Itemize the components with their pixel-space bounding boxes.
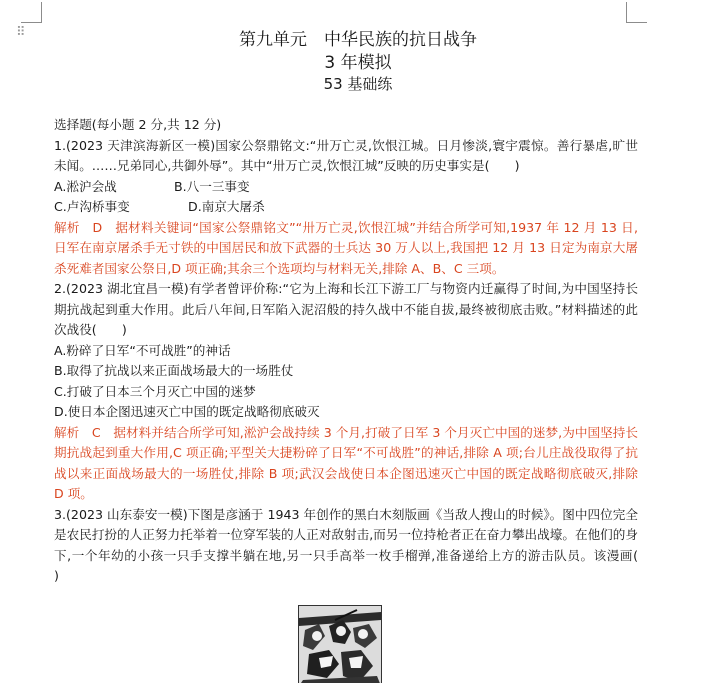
question-1-option-d: D.南京大屠杀: [188, 199, 265, 214]
question-1-stem: 1.(2023 天津滨海新区一模)国家公祭鼎铭文:“卅万亡灵,饮恨江城。日月惨淡,寰宇震惊。善行暴虐,旷世未闻。……兄弟同心,共御外辱”。其中“卅万亡灵,饮恨江城”反映的历史事实是( ): [54, 137, 638, 173]
question-1-option-a: A.淞沪会战: [54, 178, 117, 194]
question-2-option-c: C.打破了日本三个月灭亡中国的迷梦: [54, 383, 256, 399]
question-1-options-row-1: [54, 177, 638, 198]
question-1-option-b: B.八一三事变: [174, 178, 250, 194]
question-2-option-a: A.粉碎了日军“不可战胜”的神话: [54, 342, 231, 358]
question-content: [54, 115, 664, 587]
question-2-option-b: B.取得了抗战以来正面战场最大的一场胜仗: [54, 363, 294, 378]
question-1-analysis: 解析 D 据材料关键词“国家公祭鼎铭文”“卅万亡灵,饮恨江城”并结合所学可知,1937 年 12 月 13 日,日军在南京屠杀手无寸铁的中国居民和放下武器的士兵达 30 万人以上,我国把 12 月 13 日定为南京大屠杀死难者国家公祭日,D 项正确;其余三个选项均与材料无关,排除 A、B、C 三项。: [54, 219, 638, 276]
question-2-stem: 2.(2023 湖北宜昌一模)有学者曾评价称:“它为上海和长江下游工厂与物资内迁赢得了时间,为中国坚持长期抗战起到重大作用。此后八年间,日军陷入泥沼般的持久战中不能自拔,最终被彻底击败。”材料描述的此次战役( ): [54, 281, 638, 337]
crop-mark-top-right: [626, 2, 647, 23]
question-2-analysis: 解析 C 据材料并结合所学可知,淞沪会战持续 3 个月,打破了日军 3 个月灭亡中国的迷梦,为中国坚持长期抗战起到重大作用,C 项正确;平型关大捷粉碎了日军“不可战胜”的神话,排除 A 项;台儿庄战役取得了抗战以来正面战场最大的一场胜仗,排除 B 项;武汉会战使日本企图迅速灭亡中国的既定战略彻底破灭,排除 D 项。: [54, 424, 638, 501]
section-label: 53 基础练: [323, 75, 393, 93]
question-1-option-c: C.卢沟桥事变: [54, 199, 130, 214]
woodcut-figures-icon: [299, 606, 381, 683]
section-heading: 选择题(每小题 2 分,共 12 分): [54, 117, 222, 132]
question-2-option-d: D.使日本企图迅速灭亡中国的既定战略彻底破灭: [54, 404, 320, 419]
drag-handle-icon[interactable]: ⠿: [16, 25, 25, 40]
question-1-options-row-2: [54, 197, 638, 218]
unit-title: 第九单元 中华民族的抗日战争: [239, 30, 477, 50]
question-3-stem: 3.(2023 山东泰安一模)下图是彦涵于 1943 年创作的黑白木刻版画《当敌人搜山的时候》。图中四位完全是农民打扮的人正努力托举着一位穿军装的人正对敌射击,而另一位持枪者正在奋力攀出战壕。在他们的身下,一个年幼的小孩一只手支撑半躺在地,另一只手高举一枚手榴弹,准备递给上方的游击队员。该漫画( ): [54, 506, 664, 583]
subtitle: 3 年模拟: [324, 53, 392, 73]
woodcut-print-image: [298, 605, 382, 683]
crop-mark-top-left: [21, 2, 42, 23]
